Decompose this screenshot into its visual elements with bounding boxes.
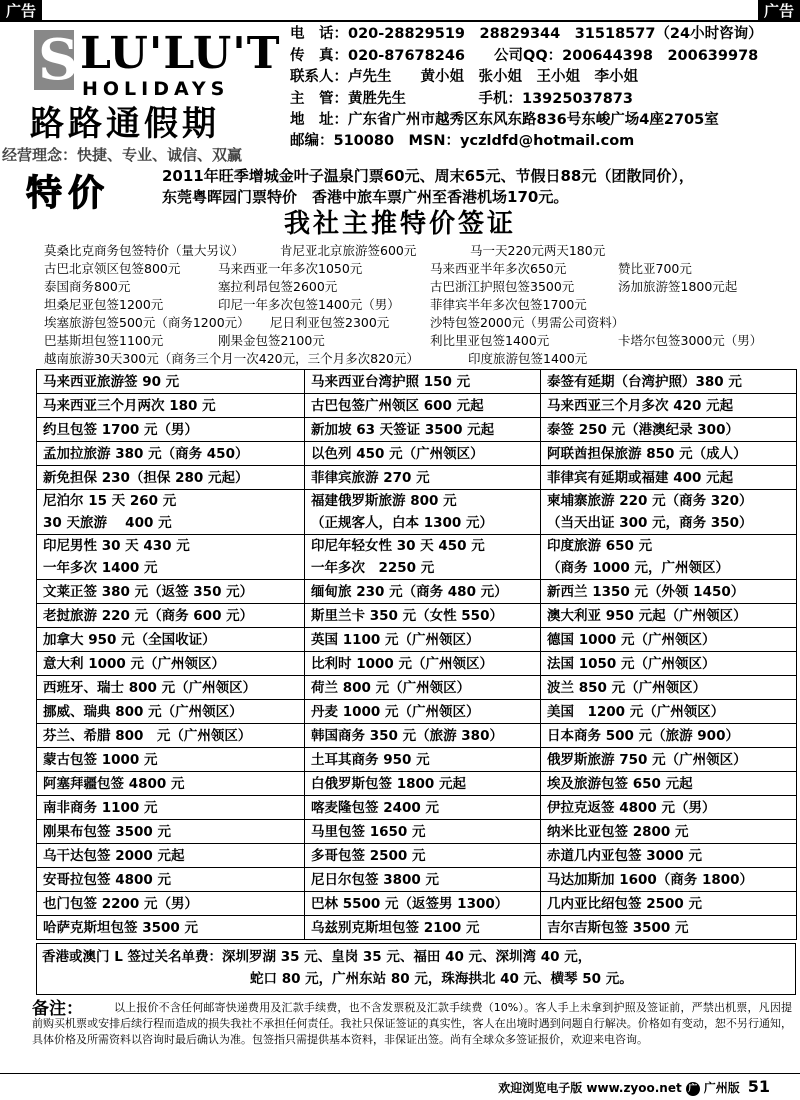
visa-price-item: 纳米比亚包签 2800 元 (547, 823, 689, 840)
promo-item: 泰国商务800元 (44, 279, 131, 294)
visa-price-item: 印尼男性 30 天 430 元 (43, 538, 190, 554)
brand-name-cn: 路路通假期 (30, 104, 220, 144)
table-cell (541, 535, 797, 580)
promo-item: 马来西亚半年多次650元 (430, 261, 567, 276)
visa-price-item: 马来西亚三个月多次 420 元起 (547, 397, 734, 414)
visa-price-item: 荷兰 800 元（广州领区） (311, 679, 471, 696)
table-cell (541, 748, 797, 772)
ad-label-right: 广告 (758, 0, 800, 22)
visa-price-item: 老挝旅游 220 元（商务 600 元） (43, 607, 254, 624)
table-cell (541, 580, 797, 604)
table-cell (541, 652, 797, 676)
table-cell (37, 652, 305, 676)
visa-price-item: 澳大利亚 950 元起（广州领区） (547, 607, 747, 624)
visa-price-item: 阿联酋担保旅游 850 元（成人） (547, 445, 747, 462)
visa-price-item: 菲律宾旅游 270 元 (311, 469, 430, 486)
visa-price-item: 古巴包签广州领区 600 元起 (311, 397, 484, 414)
promo-item: 埃塞旅游包签500元（商务1200元） (44, 315, 250, 330)
table-cell (305, 868, 541, 892)
visa-price-item: 安哥拉包签 4800 元 (43, 871, 171, 888)
visa-price-item: 埃及旅游包签 650 元起 (547, 775, 693, 792)
visa-price-item: 尼日尔包签 3800 元 (311, 871, 439, 888)
promo-item: 莫桑比克商务包签特价（量大另议） (44, 243, 245, 258)
table-row (37, 916, 797, 940)
table-row (37, 490, 797, 535)
table-cell (305, 916, 541, 940)
notes-title: 备注： (32, 999, 83, 1019)
visa-price-item: 斯里兰卡 350 元（女性 550） (311, 607, 503, 624)
visa-price-item: 波兰 850 元（广州领区） (547, 679, 707, 696)
table-cell (541, 394, 797, 418)
visa-price-item: 新加坡 63 天签证 3500 元起 (311, 421, 495, 438)
visa-price-item: 新免担保 230（担保 280 元起） (43, 469, 249, 486)
contact-postcode: 邮编：510080 MSN：yczldfd@hotmail.com (290, 133, 635, 149)
table-row (37, 892, 797, 916)
visa-price-item: 马来西亚旅游签 90 元 (43, 373, 180, 390)
special-line-2: 东莞粤晖园门票特价 香港中旅车票广州至香港机场170元。 (162, 188, 569, 206)
table-cell (305, 580, 541, 604)
table-cell (37, 916, 305, 940)
promo-item: 汤加旅游签1800元起 (618, 279, 738, 294)
promo-item: 越南旅游30天300元（商务三个月一次420元，三个月多次820元） (44, 351, 419, 366)
table-row (37, 676, 797, 700)
promo-item: 马一天220元两天180元 (470, 243, 606, 258)
promo-item: 利比里亚包签1400元 (430, 333, 550, 348)
visa-price-item: 新西兰 1350 元（外领 1450） (547, 583, 745, 600)
table-row (37, 652, 797, 676)
visa-price-item: 南非商务 1100 元 (43, 799, 158, 816)
visa-table-body (37, 370, 797, 940)
visa-price-item: 西班牙、瑞士 800 元（广州领区） (43, 679, 257, 696)
table-row (37, 724, 797, 748)
promo-item: 赞比亚700元 (618, 261, 692, 276)
table-row (37, 418, 797, 442)
visa-price-item: 缅甸旅 230 元（商务 480 元） (311, 583, 508, 600)
table-cell (37, 418, 305, 442)
visa-price-item: 一年多次 2250 元 (311, 560, 435, 576)
visa-price-item: 阿塞拜疆包签 4800 元 (43, 775, 185, 792)
table-cell (541, 490, 797, 535)
table-cell (305, 418, 541, 442)
special-line-1: 2011年旺季增城金叶子温泉门票60元、周末65元、节假日88元（团散同价）， (162, 167, 694, 185)
special-tag-text: 特价 (26, 172, 111, 214)
promo-item: 肯尼亚北京旅游签600元 (280, 243, 417, 258)
hk-fee-line-2: 蛇口 80 元，广州东站 80 元，珠海拱北 40 元、横琴 50 元。 (250, 971, 633, 987)
table-row (37, 628, 797, 652)
visa-price-item: 刚果布包签 3500 元 (43, 823, 171, 840)
visa-price-item: 福建俄罗斯旅游 800 元 (311, 493, 457, 509)
notes-text: 以上报价不含任何邮寄快递费用及汇款手续费，也不含发票税及汇款手续费（10%）。客人手上未拿到护照及签证前，严禁出机票，凡因提前购买机票或安排后续行程而造成的损失我社不承担任何责任。我社只保证签证的真实性，客人在出境时遇到问题自行解决。价格如有变动，恕不另行通知，具体价格及所需资料以咨询时最后确认为准。包签指只需提供基本资料，非保证出签。尚有全球众多签证报价，欢迎来电咨询。 (32, 1001, 792, 1046)
contact-manager: 主 管：黄胜先生 手机：13925037873 (290, 91, 633, 107)
visa-price-item: 马里包签 1650 元 (311, 823, 426, 840)
visa-price-item: 以色列 450 元（广州领区） (311, 445, 484, 462)
visa-price-item: （当天出证 300 元，商务 350） (547, 515, 753, 531)
table-cell (541, 466, 797, 490)
table-cell (541, 700, 797, 724)
promo-item: 菲律宾半年多次包签1700元 (430, 297, 587, 312)
visa-price-item: 约旦包签 1700 元（男） (43, 421, 198, 438)
visa-price-item: 乌兹别克斯坦包签 2100 元 (311, 919, 480, 936)
contact-persons: 联系人：卢先生 黄小姐 张小姐 王小姐 李小姐 (290, 69, 638, 85)
visa-price-table (36, 369, 797, 940)
table-cell (305, 490, 541, 535)
table-cell (541, 442, 797, 466)
visa-price-item: 几内亚比绍包签 2500 元 (547, 895, 702, 912)
table-row (37, 442, 797, 466)
table-cell (541, 844, 797, 868)
visa-price-item: 法国 1050 元（广州领区） (547, 655, 716, 672)
table-cell (37, 844, 305, 868)
promo-item: 塞拉利昂包签2600元 (218, 279, 338, 294)
visa-price-item: 吉尔吉斯包签 3500 元 (547, 919, 689, 936)
visa-price-item: 泰签 250 元（港澳纪录 300） (547, 421, 739, 438)
brand-motto: 经营理念：快捷、专业、诚信、双赢 (2, 146, 243, 164)
promo-item: 马来西亚一年多次1050元 (218, 261, 363, 276)
table-row (37, 748, 797, 772)
hk-fee-line-1: 香港或澳门 L 签过关名单费：深圳罗湖 35 元、皇岗 35 元、福田 40 元、深圳湾 40 元， (42, 949, 592, 965)
table-cell (541, 796, 797, 820)
table-row (37, 796, 797, 820)
visa-price-item: 比利时 1000 元（广州领区） (311, 655, 493, 672)
visa-price-item: 韩国商务 350 元（旅游 380） (311, 727, 503, 744)
table-cell (37, 820, 305, 844)
visa-price-item: 文莱正签 380 元（返签 350 元） (43, 583, 254, 600)
visa-price-item: 菲律宾有延期或福建 400 元起 (547, 469, 734, 486)
footer-rule (0, 1073, 800, 1074)
table-cell (541, 676, 797, 700)
table-row (37, 394, 797, 418)
table-cell (305, 442, 541, 466)
contact-phone: 电 话：020-28829519 28829344 31518577（24小时咨询） (290, 26, 763, 42)
visa-price-item: 孟加拉旅游 380 元（商务 450） (43, 445, 249, 462)
visa-price-item: 芬兰、希腊 800 元（广州领区） (43, 727, 252, 744)
visa-price-item: 也门包签 2200 元（男） (43, 895, 198, 912)
visa-price-item: 印尼年轻女性 30 天 450 元 (311, 538, 485, 554)
table-cell (541, 418, 797, 442)
promo-item: 印度旅游包签1400元 (468, 351, 588, 366)
brand-name-sub: HOLIDAYS (82, 78, 230, 100)
table-cell (305, 628, 541, 652)
visa-price-item: 尼泊尔 15 天 260 元 (43, 493, 177, 509)
table-cell (305, 652, 541, 676)
table-cell (541, 820, 797, 844)
table-cell (305, 394, 541, 418)
table-row (37, 772, 797, 796)
visa-price-item: 意大利 1000 元（广州领区） (43, 655, 225, 672)
promo-item: 卡塔尔包签3000元（男） (618, 333, 763, 348)
visa-price-item: 哈萨克斯坦包签 3500 元 (43, 919, 198, 936)
top-rule (0, 20, 800, 22)
table-row (37, 700, 797, 724)
visa-price-item: 日本商务 500 元（旅游 900） (547, 727, 739, 744)
visa-price-item: （正规客人，白本 1300 元） (311, 515, 493, 531)
table-cell (37, 490, 305, 535)
table-cell (37, 394, 305, 418)
table-cell (541, 370, 797, 394)
logo-letter: S (38, 27, 79, 93)
table-cell (305, 724, 541, 748)
promo-item: 巴基斯坦包签1100元 (44, 333, 164, 348)
table-cell (305, 370, 541, 394)
brand-name-en: LU'LU'T (80, 28, 281, 79)
visa-price-item: 喀麦隆包签 2400 元 (311, 799, 439, 816)
visa-price-item: 泰签有延期（台湾护照）380 元 (547, 373, 742, 390)
main-title: 我社主推特价签证 (283, 209, 516, 239)
visa-price-item: 赤道几内亚包签 3000 元 (547, 847, 702, 864)
visa-price-item: 马来西亚三个月两次 180 元 (43, 397, 216, 414)
visa-price-item: 加拿大 950 元（全国收证） (43, 631, 216, 648)
table-cell (37, 466, 305, 490)
table-cell (305, 748, 541, 772)
visa-price-item: 英国 1100 元（广州领区） (311, 631, 480, 648)
page-number: 51 (747, 1077, 770, 1096)
visa-price-item: （商务 1000 元，广州领区） (547, 560, 729, 576)
table-cell (305, 772, 541, 796)
table-cell (541, 772, 797, 796)
table-row (37, 820, 797, 844)
table-cell (37, 604, 305, 628)
contact-fax: 传 真：020-87678246 公司QQ：200644398 200639978 (290, 48, 759, 64)
table-cell (37, 442, 305, 466)
visa-price-item: 俄罗斯旅游 750 元（广州领区） (547, 751, 747, 768)
table-cell (37, 628, 305, 652)
promo-item: 沙特包签2000元（男需公司资料） (430, 315, 625, 330)
visa-price-item: 30 天旅游 400 元 (43, 515, 172, 531)
promo-item: 坦桑尼亚包签1200元 (44, 297, 164, 312)
contact-address: 地 址：广东省广州市越秀区东风东路836号东峻广场4座2705室 (290, 112, 719, 128)
table-cell (37, 772, 305, 796)
table-cell (305, 535, 541, 580)
table-cell (37, 796, 305, 820)
visa-price-item: 挪威、瑞典 800 元（广州领区） (43, 703, 243, 720)
table-cell (541, 724, 797, 748)
visa-price-item: 蒙古包签 1000 元 (43, 751, 158, 768)
visa-price-item: 土耳其商务 950 元 (311, 751, 430, 768)
table-row (37, 466, 797, 490)
table-cell (305, 676, 541, 700)
table-cell (37, 676, 305, 700)
table-cell (37, 868, 305, 892)
promo-item: 古巴北京领区包签800元 (44, 261, 181, 276)
visa-price-item: 印度旅游 650 元 (547, 538, 653, 554)
table-cell (37, 370, 305, 394)
visa-price-item: 一年多次 1400 元 (43, 560, 158, 576)
footer-edition: 广州版 (703, 1081, 740, 1095)
visa-price-item: 多哥包签 2500 元 (311, 847, 426, 864)
table-cell (305, 796, 541, 820)
table-cell (305, 466, 541, 490)
table-cell (37, 724, 305, 748)
table-cell (305, 892, 541, 916)
edition-badge-icon: 广 (686, 1082, 700, 1096)
table-cell (541, 628, 797, 652)
visa-price-item: 柬埔寨旅游 220 元（商务 320） (547, 493, 753, 509)
visa-price-item: 丹麦 1000 元（广州领区） (311, 703, 480, 720)
table-cell (305, 820, 541, 844)
table-row (37, 370, 797, 394)
table-cell (37, 535, 305, 580)
table-cell (541, 604, 797, 628)
table-row (37, 844, 797, 868)
visa-price-item: 马达加斯加 1600（商务 1800） (547, 871, 754, 888)
visa-price-item: 巴林 5500 元（返签男 1300） (311, 895, 509, 912)
table-cell (305, 604, 541, 628)
promo-item: 古巴浙江护照包签3500元 (430, 279, 575, 294)
table-cell (541, 892, 797, 916)
promo-item: 刚果金包签2100元 (218, 333, 325, 348)
visa-price-item: 伊拉克返签 4800 元（男） (547, 799, 716, 816)
visa-price-item: 乌干达包签 2000 元起 (43, 847, 185, 864)
table-cell (305, 700, 541, 724)
table-cell (37, 892, 305, 916)
table-cell (37, 700, 305, 724)
promo-item: 印尼一年多次包签1400元（男） (218, 297, 400, 312)
footer-site: 欢迎浏览电子版 www.zyoo.net (498, 1081, 682, 1095)
visa-price-item: 马来西亚台湾护照 150 元 (311, 373, 471, 390)
visa-price-item: 德国 1000 元（广州领区） (547, 631, 716, 648)
table-cell (37, 748, 305, 772)
promo-item: 尼日利亚包签2300元 (270, 315, 390, 330)
ad-label-left: 广告 (0, 0, 42, 22)
table-row (37, 535, 797, 580)
table-row (37, 604, 797, 628)
table-row (37, 580, 797, 604)
table-cell (305, 844, 541, 868)
visa-price-item: 白俄罗斯包签 1800 元起 (311, 775, 466, 792)
page-footer (498, 1078, 770, 1097)
visa-price-item: 美国 1200 元（广州领区） (547, 703, 725, 720)
table-cell (37, 580, 305, 604)
table-cell (541, 868, 797, 892)
table-row (37, 868, 797, 892)
table-cell (541, 916, 797, 940)
